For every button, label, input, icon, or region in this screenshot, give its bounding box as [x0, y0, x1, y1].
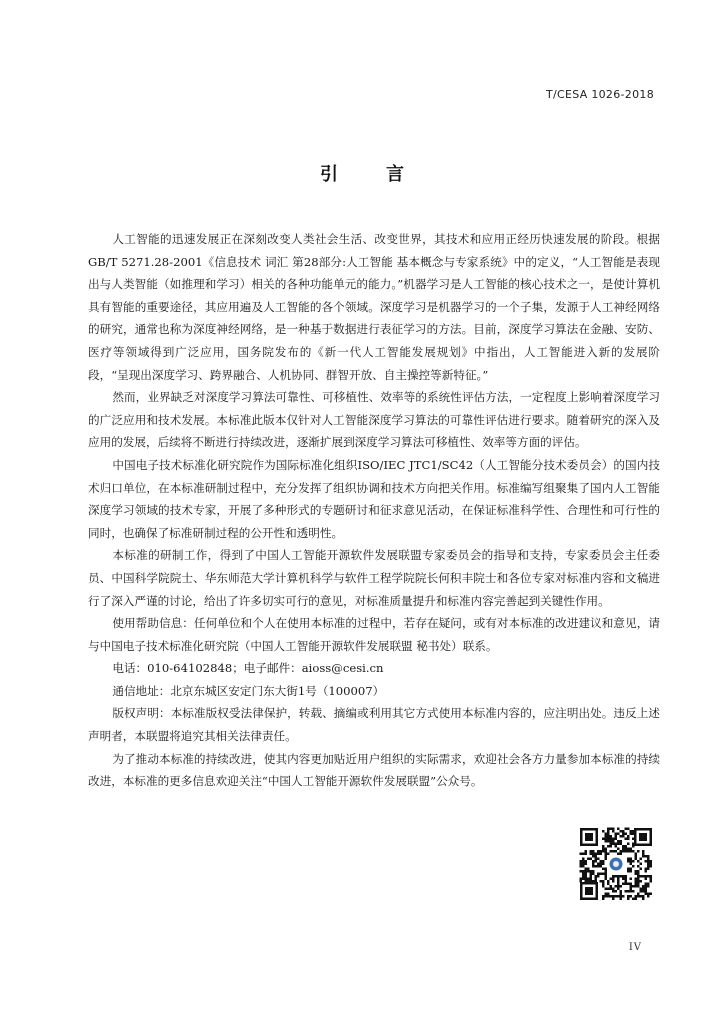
- qr-code-icon: [578, 826, 654, 902]
- paragraph-copyright: 版权声明：本标准版权受法律保护，转载、摘编或利用其它方式使用本标准内容的，应注明出处。违反上述声明者，本联盟将追究其相关法律责任。: [88, 706, 660, 744]
- paragraph-address: 通信地址：北京东城区安定门东大街1号（100007）: [112, 683, 385, 698]
- paragraph-acknowledgement: 本标准的研制工作，得到了中国人工智能开源软件发展联盟专家委员会的指导和支持，专家委员会主任委员、中国科学院院士、华东师范大学计算机科学与软件工程学院院长何积丰院士和各位专家对标准内容和文稿进行了深入严谨的讨论，给出了许多切实可行的意见，对标准质量提升和标准内容完善起到关键性作用。: [88, 548, 660, 608]
- introduction-body: [88, 228, 660, 793]
- title-char-2: 言: [386, 164, 404, 185]
- standard-code: T/CESA 1026-2018: [545, 88, 654, 101]
- paragraph-continuous-improvement: 为了推动本标准的持续改进，使其内容更加贴近用户组织的实际需求，欢迎社会各方力量参加本标准的持续改进，本标准的更多信息欢迎关注“中国人工智能开源软件发展联盟”公众号。: [88, 751, 660, 789]
- paragraph-contact-phone-email: 电话：010-64102848；电子邮件：aioss@cesi.cn: [112, 661, 384, 676]
- paragraph-help-info: 使用帮助信息：任何单位和个人在使用本标准的过程中，若存在疑问，或有对本标准的改进建议和意见，请与中国电子技术标准化研究院（中国人工智能开源软件发展联盟 秘书处）联系。: [88, 616, 660, 653]
- paragraph-evaluation-gap: 然而，业界缺乏对深度学习算法可靠性、可移植性、效率等的系统性评估方法，一定程度上影响着深度学习的广泛应用和技术发展。本标准此版本仅针对人工智能深度学习算法的可靠性评估进行要求。随着研究的深入及应用的发展，后续将不断进行持续改进，逐渐扩展到深度学习算法可移植性、效率等方面的评估。: [88, 390, 660, 450]
- paragraph-cesi-role: 中国电子技术标准化研究院作为国际标准化组织ISO/IEC JTC1/SC42（人工智能分技术委员会）的国内技术归口单位，在本标准研制过程中，充分发挥了组织协调和技术方向把关作用。标准编写组聚集了国内人工智能深度学习领域的技术专家，开展了多种形式的专题研讨和征求意见活动，在保证标准科学性、合理性和可行性的同时，也确保了标准研制过程的公开性和透明性。: [88, 457, 660, 540]
- paragraph-ai-development: 人工智能的迅速发展正在深刻改变人类社会生活、改变世界，其技术和应用正经历快速发展的阶段。根据GB/T 5271.28-2001《信息技术 词汇 第28部分:人工智能 基本概念与专家系统》中的定义，“人工智能是表现出与人类智能（如推理和学习）相关的各种功能单元的能力。”机器学习是人工智能的核心技术之一，是使计算机具有智能的重要途径，其应用遍及人工智能的各个领域。深度学习是机器学习的一个子集，发源于人工神经网络的研究，通常也称为深度神经网络，是一种基于数据进行表征学习的方法。目前，深度学习算法在金融、安防、医疗等领域得到广泛应用，国务院发布的《新一代人工智能发展规划》中指出，人工智能进入新的发展阶段，“呈现出深度学习、跨界融合、人机协同、群智开放、自主操控等新特征。”: [88, 232, 660, 382]
- page-title: [0, 160, 724, 186]
- page-number: IV: [628, 942, 642, 953]
- title-char-1: 引: [320, 164, 338, 185]
